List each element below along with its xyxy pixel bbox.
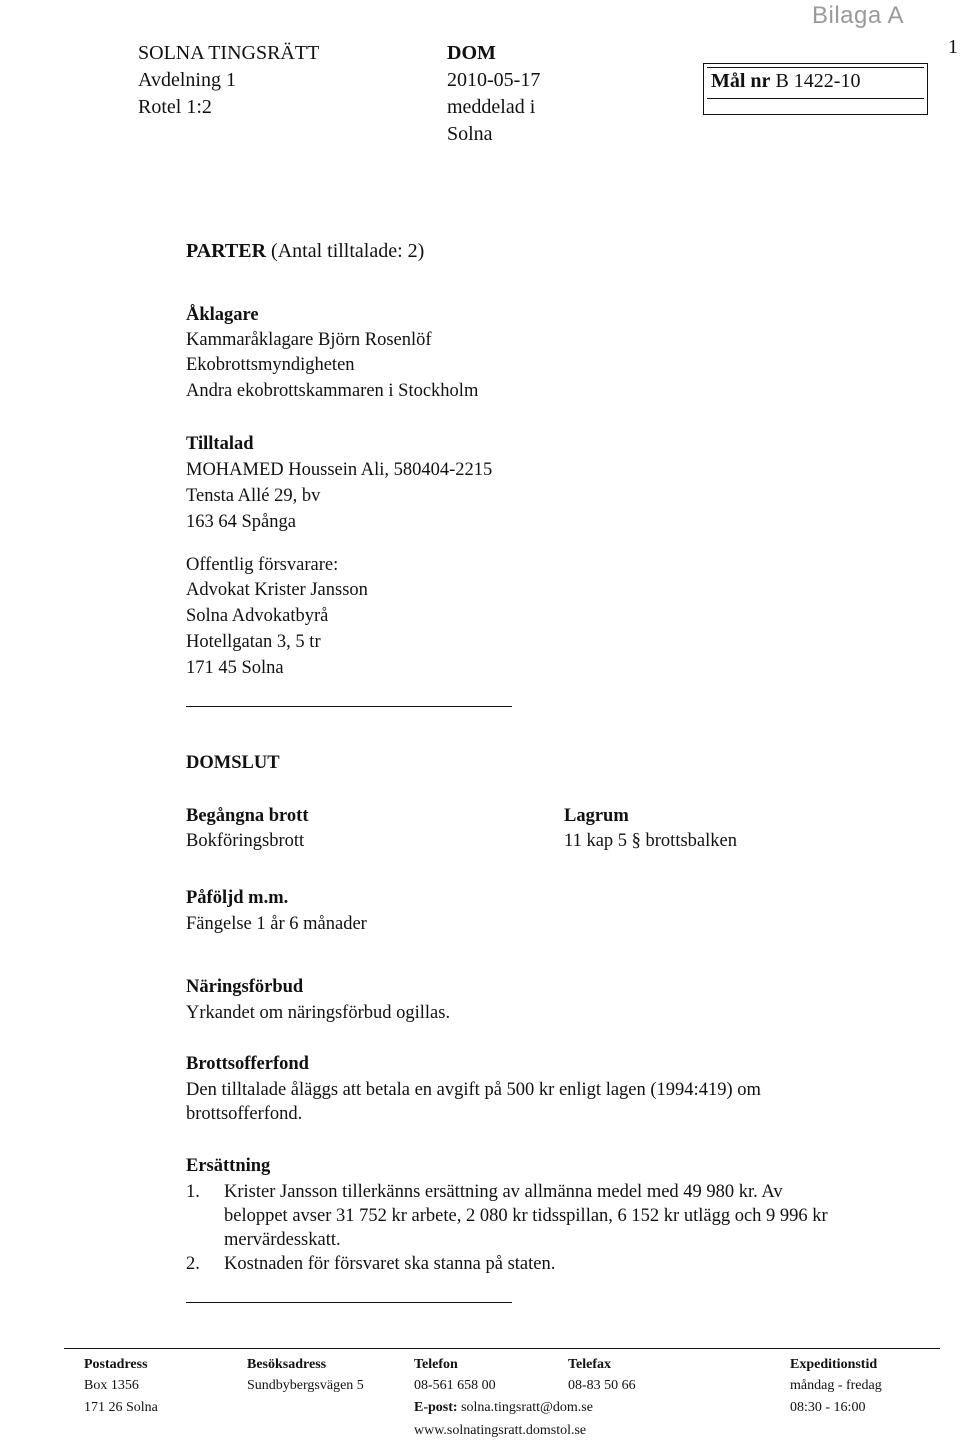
parties-count-note: (Antal tilltalade: 2): [271, 240, 425, 262]
defendant-city: 163 64 Spånga: [186, 512, 296, 532]
footer-rule: [64, 1348, 940, 1349]
counsel-city: 171 45 Solna: [186, 658, 284, 678]
compensation-item-1-line-3: mervärdesskatt.: [224, 1230, 341, 1250]
compensation-item-2-number: 2.: [186, 1254, 200, 1274]
document-title: DOM: [447, 42, 496, 64]
counsel-label: Offentlig försvarare:: [186, 555, 339, 575]
victim-fund-line-1: Den tilltalade åläggs att betala en avgift på 500 kr enligt lagen (1994:419) om: [186, 1080, 761, 1100]
postal-box: Box 1356: [84, 1378, 139, 1393]
issued-place: Solna: [447, 123, 493, 145]
fax-label: Telefax: [568, 1357, 612, 1372]
trade-ban-text: Yrkandet om näringsförbud ogillas.: [186, 1003, 451, 1023]
hours-time: 08:30 - 16:00: [790, 1400, 866, 1415]
compensation-item-2-line-1: Kostnaden för försvaret ska stanna på staten.: [224, 1254, 556, 1274]
compensation-heading: Ersättning: [186, 1156, 271, 1176]
penalty-text: Fängelse 1 år 6 månader: [186, 914, 367, 934]
compensation-item-1-line-1: Krister Jansson tillerkänns ersättning av allmänna medel med 49 980 kr. Av: [224, 1182, 783, 1202]
counsel-street: Hotellgatan 3, 5 tr: [186, 632, 321, 652]
phone-label: Telefon: [414, 1357, 458, 1372]
court-division: Avdelning 1: [138, 69, 236, 91]
victim-fund-heading: Brottsofferfond: [186, 1054, 309, 1074]
court-unit: Rotel 1:2: [138, 96, 212, 118]
compensation-item-1-line-2: beloppet avser 31 752 kr arbete, 2 080 kr tidsspillan, 6 152 kr utlägg och 9 996 kr: [224, 1206, 828, 1226]
hours-label: Expeditionstid: [790, 1357, 878, 1372]
parties-heading-line: [186, 238, 424, 265]
attachment-stamp: Bilaga A: [812, 2, 905, 29]
phone-number: 08-561 658 00: [414, 1378, 496, 1393]
visit-label: Besöksadress: [247, 1357, 327, 1372]
email-label: E-post:: [414, 1400, 458, 1415]
prosecutor-heading: Åklagare: [186, 305, 259, 325]
case-number-label: Mål nr: [711, 70, 771, 92]
law-reference: 11 kap 5 § brottsbalken: [564, 831, 737, 851]
judgment-date: 2010-05-17: [447, 69, 541, 91]
separator-rule: [186, 706, 512, 707]
parties-heading: PARTER: [186, 240, 267, 262]
prosecutor-name: Kammaråklagare Björn Rosenlöf: [186, 330, 432, 350]
trade-ban-heading: Näringsförbud: [186, 977, 304, 997]
crime-name: Bokföringsbrott: [186, 831, 305, 851]
hours-days: måndag - fredag: [790, 1378, 882, 1393]
defendant-heading: Tilltalad: [186, 434, 254, 454]
end-rule: [186, 1302, 512, 1303]
website[interactable]: www.solnatingsratt.domstol.se: [414, 1423, 587, 1438]
crimes-heading: Begångna brott: [186, 806, 309, 826]
prosecutor-office: Andra ekobrottskammaren i Stockholm: [186, 381, 479, 401]
victim-fund-line-2: brottsofferfond.: [186, 1104, 303, 1124]
defendant-name: MOHAMED Houssein Ali, 580404-2215: [186, 460, 493, 480]
penalty-heading: Påföljd m.m.: [186, 888, 289, 908]
case-number: B 1422-10: [775, 70, 861, 92]
law-heading: Lagrum: [564, 806, 629, 826]
email-address[interactable]: solna.tingsratt@dom.se: [461, 1400, 593, 1415]
visit-street: Sundbybergsvägen 5: [247, 1378, 364, 1393]
counsel-firm: Solna Advokatbyrå: [186, 606, 329, 626]
issued-label: meddelad i: [447, 96, 536, 118]
fax-number: 08-83 50 66: [568, 1378, 636, 1393]
email-line: [414, 1397, 593, 1418]
court-name: SOLNA TINGSRÄTT: [138, 42, 320, 64]
postal-label: Postadress: [84, 1357, 148, 1372]
defendant-street: Tensta Allé 29, bv: [186, 486, 321, 506]
verdict-heading: DOMSLUT: [186, 753, 280, 773]
prosecutor-authority: Ekobrottsmyndigheten: [186, 355, 355, 375]
postal-city: 171 26 Solna: [84, 1400, 158, 1415]
counsel-name: Advokat Krister Jansson: [186, 580, 368, 600]
page-number: 1: [948, 36, 958, 58]
case-number-box: [703, 63, 928, 115]
compensation-item-1-number: 1.: [186, 1182, 200, 1202]
